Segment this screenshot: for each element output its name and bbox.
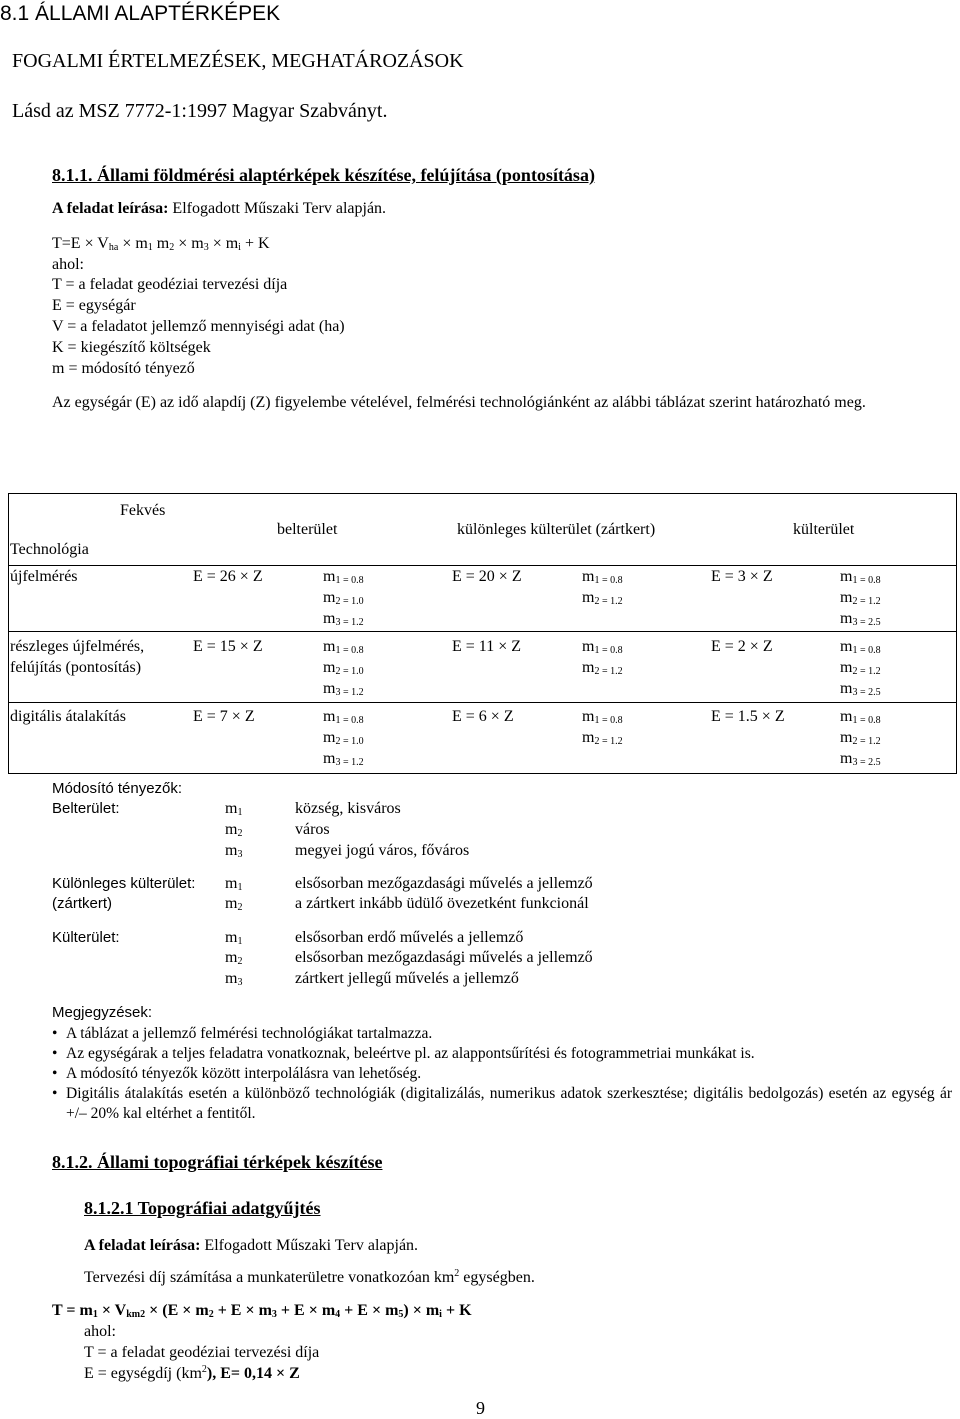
m-sub: 2 = 1.0 — [335, 736, 364, 747]
modifier-m: $m_2$ — [225, 821, 243, 839]
m-sub: 3 = 2.5 — [852, 617, 881, 628]
formula-2-part: T = m — [52, 1302, 93, 1319]
note-item: • A táblázat a jellemző felmérési technológiákat tartalmazza. — [52, 1024, 952, 1044]
section-8121-title: 8.1.2.1 Topográfiai adatgyűjtés — [84, 1198, 321, 1218]
table-cell-m: $m_{3 = 1.2}$ — [323, 750, 364, 768]
m-sub: 2 = 1.2 — [594, 666, 623, 677]
heading-main: 8.1 ÁLLAMI ALAPTÉRKÉPEK — [0, 2, 281, 25]
table-row-tech: részleges újfelmérés, — [10, 638, 145, 655]
modifier-text: elsősorban erdő művelés a jellemző — [295, 929, 524, 946]
table-row-tech: újfelmérés — [10, 568, 78, 585]
table-cell-m: $m_{3 = 2.5}$ — [840, 680, 881, 698]
page-number: 9 — [476, 1398, 485, 1418]
table-cell-e: E = 11 × Z — [452, 638, 521, 655]
formula-2-part: ) × m — [403, 1302, 440, 1319]
formula-1-sub: i — [238, 242, 241, 253]
formula-1-part: m — [152, 235, 170, 252]
table-cell-m: $m_{3 = 2.5}$ — [840, 750, 881, 768]
m-sub: 3 = 1.2 — [335, 617, 364, 628]
m-sub: 1 = 0.8 — [335, 645, 364, 656]
m-sub: 2 = 1.0 — [335, 666, 364, 677]
table-header-kulterulet: külterület — [793, 521, 855, 538]
m-sub: 2 = 1.2 — [594, 736, 623, 747]
formula-2-part: + E × m — [276, 1302, 336, 1319]
m-sub: 1 = 0.8 — [852, 715, 881, 726]
table-cell-e: E = 2 × Z — [711, 638, 773, 655]
m-sub: 2 = 1.2 — [594, 596, 623, 607]
definition-line: T = a feladat geodéziai tervezési díja — [52, 276, 288, 293]
m-sub: 1 — [237, 936, 243, 947]
table-cell-e: E = 20 × Z — [452, 568, 522, 585]
note-item: • A módosító tényezők között interpolálásra van lehetőség. — [52, 1064, 952, 1084]
definition-2-line — [84, 1364, 300, 1384]
table-divider — [8, 631, 957, 632]
table-cell-e: E = 3 × Z — [711, 568, 773, 585]
modifier-m: $m_2$ — [225, 949, 243, 967]
definition-2-part: ), E= 0,14 × Z — [206, 1365, 300, 1382]
definition-2-part: E = egységdíj (km — [84, 1365, 202, 1382]
modifiers-title: Módosító tényezők: — [52, 780, 183, 797]
m-sub: 1 = 0.8 — [335, 715, 364, 726]
table-divider — [8, 702, 957, 703]
table-cell-m: $m_{2 = 1.2}$ — [582, 589, 623, 607]
table-cell-e: E = 6 × Z — [452, 708, 514, 725]
definition-line: V = a feladatot jellemző mennyiségi adat (ha) — [52, 318, 345, 335]
modifiers-belterulet-label: Belterület: — [52, 800, 120, 817]
modifier-m: $m_2$ — [225, 895, 243, 913]
table-cell-m: $m_{3 = 2.5}$ — [840, 610, 881, 628]
task-text: Elfogadott Műszaki Terv alapján. — [168, 200, 387, 217]
m-sub: 3 = 2.5 — [852, 687, 881, 698]
table-cell-m: $m_{3 = 1.2}$ — [323, 680, 364, 698]
notes-title: Megjegyzések: — [52, 1004, 153, 1021]
modifier-text: megyei jogú város, főváros — [295, 842, 470, 859]
table-cell-e: E = 26 × Z — [193, 568, 263, 585]
m-sub: 1 = 0.8 — [852, 575, 881, 586]
table-cell-e: E = 1.5 × Z — [711, 708, 785, 725]
m-sub: 2 = 1.2 — [852, 596, 881, 607]
task-description — [52, 199, 386, 219]
formula-2-sub: km2 — [126, 1309, 146, 1320]
formula-2-part: × V — [97, 1302, 127, 1319]
formula-2-part: + E × m — [213, 1302, 272, 1319]
definition-line: K = kiegészítő költségek — [52, 339, 211, 356]
table-cell-m: $m_{1 = 0.8}$ — [582, 708, 623, 726]
heading-sub: FOGALMI ÉRTELMEZÉSEK, MEGHATÁROZÁSOK — [12, 50, 464, 72]
m-sub: 2 = 1.0 — [335, 596, 364, 607]
definition-2-sup: 2 — [201, 1364, 207, 1375]
table-cell-m: $m_{1 = 0.8}$ — [323, 638, 364, 656]
formula-2-sub: i — [439, 1309, 442, 1320]
modifier-m: $m_3$ — [225, 970, 243, 988]
task-label: A feladat leírása: — [84, 1237, 201, 1254]
m-sub: 1 — [237, 807, 243, 818]
definition-line: E = egységár — [52, 297, 136, 314]
modifiers-kulonleges-label: (zártkert) — [52, 895, 112, 912]
modifier-text: város — [295, 821, 330, 838]
formula-1-part: T=E × V — [52, 235, 109, 252]
task-description-2 — [84, 1236, 418, 1256]
formula-1-sub: 1 — [147, 242, 153, 253]
table-cell-m: $m_{2 = 1.2}$ — [840, 659, 881, 677]
table-cell-m: $m_{2 = 1.0}$ — [323, 659, 364, 677]
table-header-technologia: Technológia — [10, 541, 89, 558]
table-cell-m: $m_{3 = 1.2}$ — [323, 610, 364, 628]
definitions-2-ahol: ahol: — [84, 1323, 116, 1340]
table-header-kulonleges: különleges külterület (zártkert) — [457, 521, 656, 538]
modifier-text: elsősorban mezőgazdasági művelés a jellemző — [295, 949, 593, 966]
m-sub: 1 = 0.8 — [594, 575, 623, 586]
paragraph-unit-price: Az egységár (E) az idő alapdíj (Z) figyelembe vételével, felmérési technológiánként az alábbi táblázat szerint határozható meg. — [52, 394, 866, 411]
table-cell-m: $m_{2 = 1.2}$ — [582, 659, 623, 677]
section-812-title: 8.1.2. Állami topográfiai térképek készítése — [52, 1152, 383, 1172]
modifier-text: község, kisváros — [295, 800, 401, 817]
table-cell-e: E = 7 × Z — [193, 708, 255, 725]
m-sub: 3 = 1.2 — [335, 757, 364, 768]
formula-1-sub: ha — [108, 242, 119, 253]
formula-1-part: × m — [174, 235, 204, 252]
m-sub: 2 — [237, 956, 243, 967]
formula-2 — [52, 1301, 472, 1321]
table-cell-m: $m_{2 = 1.2}$ — [582, 729, 623, 747]
definition-line: m = módosító tényező — [52, 360, 195, 377]
m-sub: 3 — [237, 977, 243, 988]
m-sub: 1 — [237, 882, 243, 893]
m-sub: 3 — [237, 849, 243, 860]
formula-2-sub: 4 — [335, 1309, 341, 1320]
definitions-ahol: ahol: — [52, 256, 84, 273]
modifier-text: zártkert jellegű művelés a jellemző — [295, 970, 519, 987]
formula-2-part: × (E × m — [145, 1302, 209, 1319]
note-item: • Az egységárak a teljes feladatra vonatkoznak, beleértve pl. az alappontsűrítési és fotogrammetriai munkákat is. — [52, 1044, 952, 1064]
table-cell-m: $m_{1 = 0.8}$ — [582, 568, 623, 586]
formula-2-sub: 3 — [271, 1309, 277, 1320]
modifier-text: a zártkert inkább üdülő övezetként funkcionál — [295, 895, 589, 912]
formula-1-sub: 3 — [203, 242, 209, 253]
note-item: • Digitális átalakítás esetén a különböző technológiák (digitalizálás, numerikus adatok szerkesztése; digitális bedolgozás) esetén az egység ár +/– 20% kal eltérhet a fentitől. — [52, 1084, 952, 1124]
table-cell-m: $m_{1 = 0.8}$ — [582, 638, 623, 656]
formula-2-part: + E × m — [340, 1302, 399, 1319]
formula-2-part: + K — [441, 1302, 472, 1319]
formula-2-sub: 5 — [398, 1309, 404, 1320]
formula-1 — [52, 234, 270, 254]
table-cell-m: $m_{2 = 1.0}$ — [323, 729, 364, 747]
notes-list — [52, 1024, 952, 1124]
formula-1-sub: 2 — [169, 242, 175, 253]
table-cell-m: $m_{1 = 0.8}$ — [323, 708, 364, 726]
modifiers-kulonleges-label: Különleges külterület: — [52, 875, 196, 892]
table-cell-m: $m_{1 = 0.8}$ — [840, 568, 881, 586]
m-sub: 1 = 0.8 — [594, 715, 623, 726]
modifier-m: $m_1$ — [225, 929, 243, 947]
table-cell-m: $m_{1 = 0.8}$ — [840, 638, 881, 656]
formula-2-sub: 1 — [92, 1309, 98, 1320]
formula-1-part: × m — [118, 235, 148, 252]
table-header-belterulet: belterület — [277, 521, 338, 538]
modifier-text: elsősorban mezőgazdasági művelés a jellemző — [295, 875, 593, 892]
modifier-m: $m_1$ — [225, 875, 243, 893]
table-cell-m: $m_{2 = 1.0}$ — [323, 589, 364, 607]
table-cell-e: E = 15 × Z — [193, 638, 263, 655]
fee-tail: egységben. — [459, 1269, 535, 1286]
fee-text: Tervezési díj számítása a munkaterületre vonatkozóan km — [84, 1269, 455, 1286]
table-cell-m: $m_{2 = 1.2}$ — [840, 589, 881, 607]
task-label: A feladat leírása: — [52, 200, 169, 217]
fee-sup: 2 — [454, 1268, 460, 1279]
m-sub: 1 = 0.8 — [335, 575, 364, 586]
table-divider — [8, 565, 957, 566]
m-sub: 2 = 1.2 — [852, 736, 881, 747]
modifier-m: $m_3$ — [225, 842, 243, 860]
section-811-title: 8.1.1. Állami földmérési alaptérképek készítése, felújítása (pontosítása) — [52, 165, 595, 185]
m-sub: 1 = 0.8 — [594, 645, 623, 656]
formula-1-part: + K — [240, 235, 270, 252]
table-header-fekves: Fekvés — [120, 502, 166, 519]
table-cell-m: $m_{2 = 1.2}$ — [840, 729, 881, 747]
m-sub: 3 = 1.2 — [335, 687, 364, 698]
formula-2-sub: 2 — [208, 1309, 214, 1320]
m-sub: 2 — [237, 828, 243, 839]
m-sub: 3 = 2.5 — [852, 757, 881, 768]
modifiers-kulterulet-label: Külterület: — [52, 929, 120, 946]
m-sub: 1 = 0.8 — [852, 645, 881, 656]
m-sub: 2 — [237, 902, 243, 913]
table-cell-m: $m_{1 = 0.8}$ — [840, 708, 881, 726]
formula-1-part: × m — [208, 235, 239, 252]
modifier-m: $m_1$ — [225, 800, 243, 818]
reference-text: Lásd az MSZ 7772-1:1997 Magyar Szabványt. — [12, 100, 388, 122]
m-sub: 2 = 1.2 — [852, 666, 881, 677]
task-text: Elfogadott Műszaki Terv alapján. — [200, 1237, 419, 1254]
table-row-tech: felújítás (pontosítás) — [10, 659, 142, 676]
fee-calc-text — [84, 1268, 535, 1288]
definition-2-line: T = a feladat geodéziai tervezési díja — [84, 1344, 320, 1361]
table-row-tech: digitális átalakítás — [10, 708, 126, 725]
table-cell-m: $m_{1 = 0.8}$ — [323, 568, 364, 586]
